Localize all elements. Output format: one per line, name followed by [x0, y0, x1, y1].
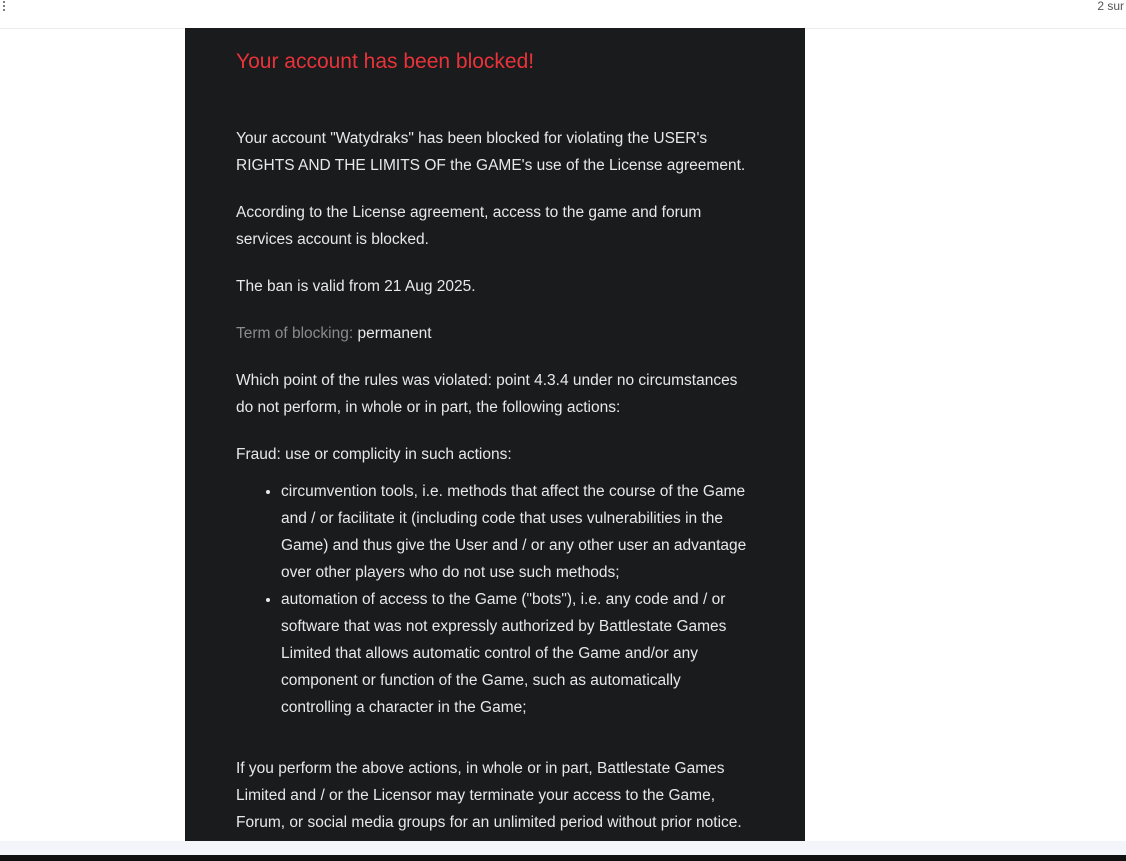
email-title: Your account has been blocked!	[236, 50, 535, 73]
term-paragraph	[236, 320, 754, 347]
ban-date-paragraph: The ban is valid from 21 Aug 2025.	[236, 278, 476, 295]
taskbar-edge	[0, 855, 1126, 861]
more-options-icon[interactable]	[1, 1, 9, 13]
list-item: • automation of access to the Game ("bots"), i.e. any code and / or software that was not expressly authorized by Battlestate Games Limited that allows automatic control of the Game and/or any component or function of the Game, such as automatically controlling a character in the Game;	[281, 586, 754, 721]
rules-violated-paragraph: Which point of the rules was violated: point 4.3.4 under no circumstances do not perform, in whole or in part, the following actions:	[236, 372, 738, 416]
email-body	[185, 28, 805, 841]
top-toolbar	[0, 0, 1126, 29]
fraud-paragraph: Fraud: use or complicity in such actions:	[236, 446, 512, 463]
message-counter: 2 sur	[1097, 0, 1124, 13]
email-content	[185, 28, 805, 836]
account-blocked-paragraph: Your account "Watydraks" has been blocked for violating the USER's RIGHTS AND THE LIMITS OF the GAME's use of the License agreement.	[236, 130, 746, 174]
list-item: • circumvention tools, i.e. methods that affect the course of the Game and / or facilitate it (including code that uses vulnerabilities in the Game) and thus give the User and / or any other user an advantage over other players who do not use such methods;	[281, 478, 754, 586]
violations-list	[236, 478, 754, 721]
term-value: permanent	[357, 325, 432, 342]
bottom-strip	[0, 841, 1126, 855]
consequences-paragraph: If you perform the above actions, in whole or in part, Battlestate Games Limited and / or the Licensor may terminate your access to the Game, Forum, or social media groups for an unlimited period without prior notice.	[236, 760, 742, 831]
term-label: Term of blocking:	[236, 325, 354, 342]
license-paragraph: According to the License agreement, access to the game and forum services account is blocked.	[236, 204, 702, 248]
